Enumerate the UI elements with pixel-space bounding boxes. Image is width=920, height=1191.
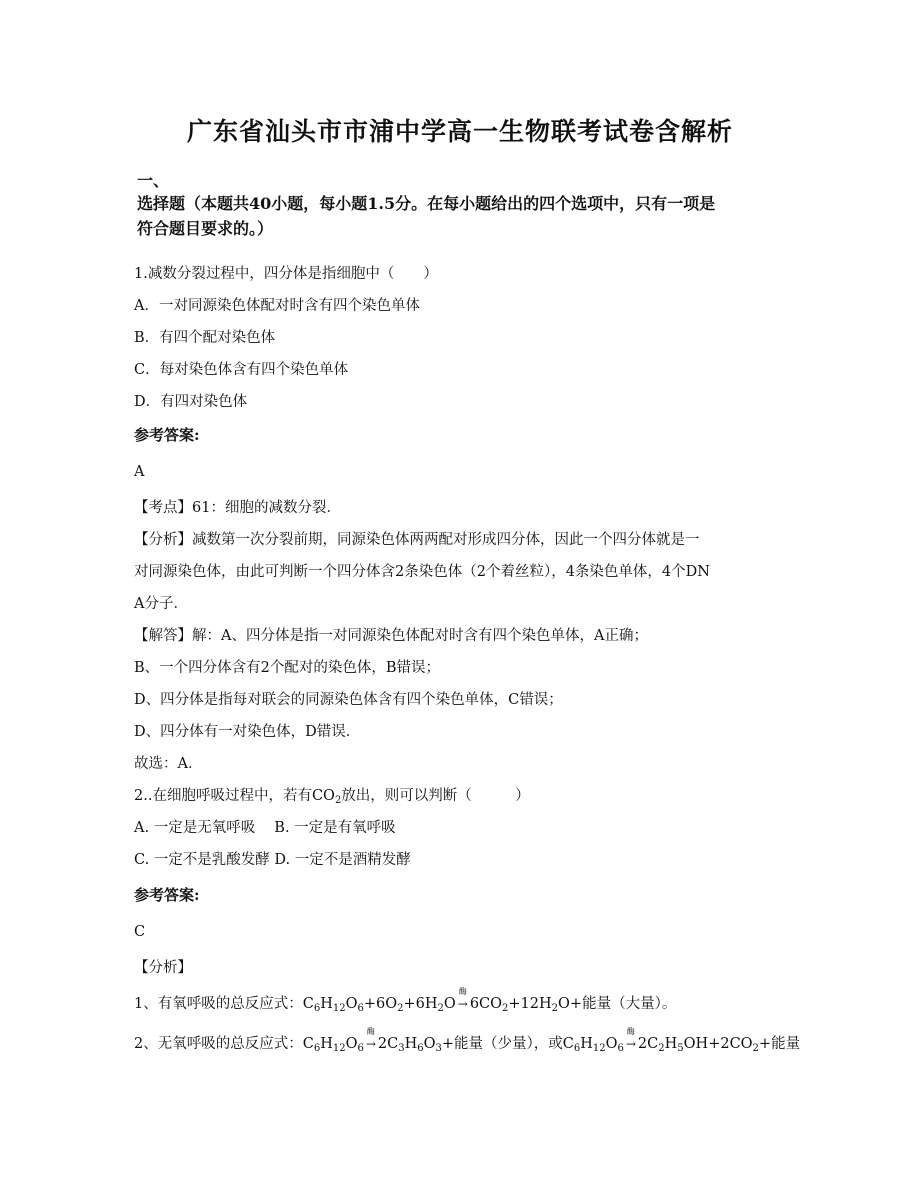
enzyme-arrow: 酶 → [457, 987, 468, 1011]
section-heading-line2: 符合题目要求的。） [137, 219, 274, 238]
q1-conclusion: 故选：A． [134, 756, 203, 772]
anaerobic-equation: 2、无氧呼吸的总反应式：$C_6H_{12}O_6$ 酶 → $2C_3H_6O_3+$能量（少量），或$C_6H_{12}O_6$ 酶 → $2C_2H_5OH+2CO_2+$能量 [134, 1027, 801, 1054]
aerobic-equation: 1、有氧呼吸的总反应式：$C_6H_{12}O_6+6O_2+6H_2O$ 酶 → $6CO_2+12H_2O+$能量（大量）。 [134, 987, 677, 1014]
q1-solution: 【解答】解：A、四分体是指一对同源染色体配对时含有四个染色单体，A正确； [134, 628, 648, 644]
section-heading-line1: 选择题（本题共40小题，每小题1.5分。在每小题给出的四个选项中，只有一项是 [137, 194, 716, 213]
q2-analysis-heading: 【分析】 [134, 960, 192, 976]
q2-options-cd: C. 一定不是乳酸发酵 D. 一定不是酒精发酵 [134, 852, 411, 868]
q1-analysis-line3: A分子． [134, 596, 188, 612]
q1-analysis-line1: 【分析】减数第一次分裂前期，同源染色体两两配对形成四分体，因此一个四分体就是一 [134, 532, 700, 548]
q1-answer-label: 参考答案: [134, 426, 200, 444]
enzyme-arrow: 酶 → [365, 1027, 376, 1051]
q1-solution-b: B、一个四分体含有2个配对的染色体，B错误； [134, 660, 441, 676]
enzyme-arrow: 酶 → [625, 1027, 636, 1051]
q1-solution-c: D、四分体是指每对联会的同源染色体含有四个染色单体，C错误； [134, 692, 563, 708]
q1-option-a: A．一对同源染色体配对时含有四个染色单体 [134, 298, 420, 314]
q1-option-c: C．每对染色体含有四个染色单体 [134, 362, 349, 378]
q1-kaodian: 【考点】61：细胞的减数分裂． [134, 500, 341, 516]
q1-option-b: B．有四个配对染色体 [134, 330, 276, 346]
q2-options-ab: A. 一定是无氧呼吸 B. 一定是有氧呼吸 [134, 820, 396, 836]
q2-answer: C [134, 924, 146, 940]
q1-analysis-line2: 对同源染色体，由此可判断一个四分体含2条染色体（2个着丝粒），4条染色单体，4个DN [134, 564, 710, 580]
q1-stem: 1.减数分裂过程中，四分体是指细胞中（ ） [134, 266, 438, 282]
page-title: 广东省汕头市市浦中学高一生物联考试卷含解析 [186, 117, 733, 146]
section-number: 一、 [137, 171, 170, 190]
q1-answer: A [134, 464, 145, 480]
q2-stem: 2..在细胞呼吸过程中，若有$CO_2$放出，则可以判断（ ） [134, 788, 530, 806]
q2-answer-label: 参考答案: [134, 886, 200, 904]
q1-option-d: D．有四对染色体 [134, 394, 248, 410]
q1-solution-d: D、四分体有一对染色体，D错误． [134, 724, 361, 740]
